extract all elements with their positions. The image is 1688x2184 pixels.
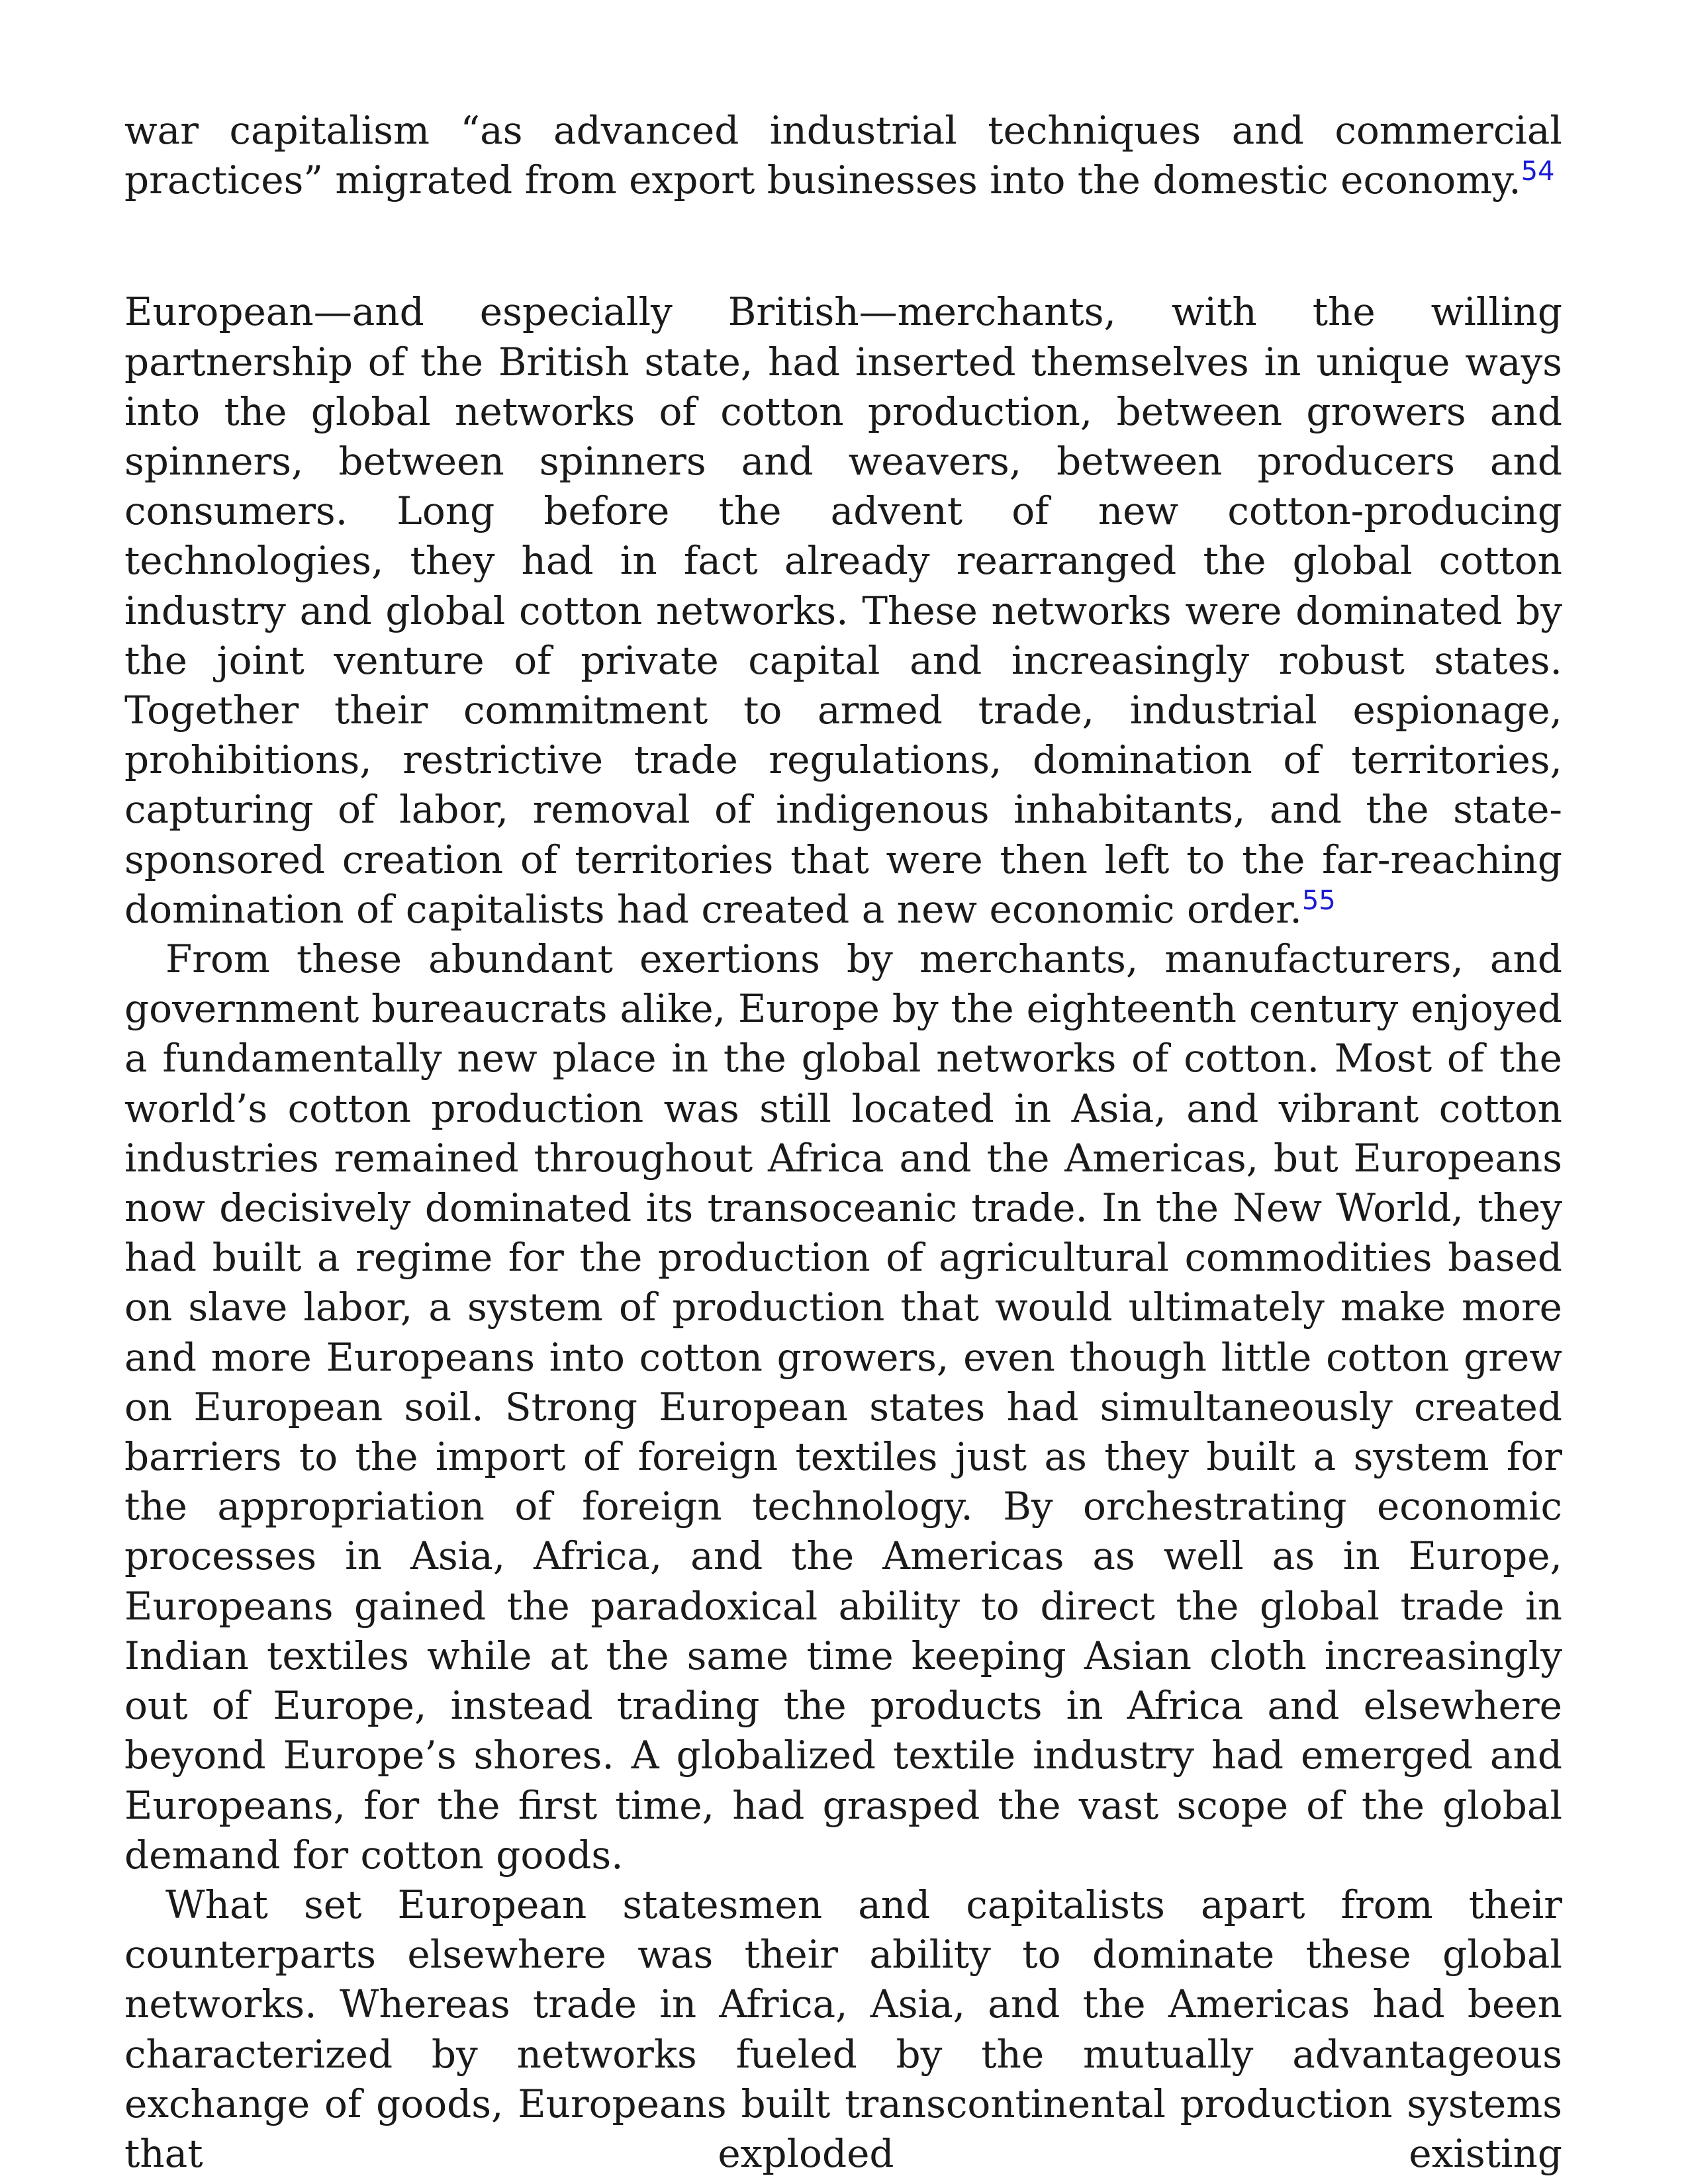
- footnote-ref-54[interactable]: 54: [1521, 156, 1555, 187]
- paragraph-2-text: European—and especially British—merchants, with the willing partnership of the British state, had inserted themselves in unique ways into the global networks of cotton production, between growers and spinners, between spinners and weavers, between producers and consumers. Long before the advent of new cotton-producing technologies, they had in fact already rearranged the global cotton industry and global cotton networks. These networks were dominated by the joint venture of private capital and increasingly robust states. Together their commitment to armed trade, industrial espionage, prohibitions, restrictive trade regulations, domination of territories, capturing of labor, removal of indigenous inhabitants, and the state-sponsored creation of territories that were then left to the far-reaching domination of capitalists had created a new economic order.: [124, 289, 1562, 932]
- page-text: [124, 106, 1562, 2179]
- paragraph-1-text: war capitalism “as advanced industrial techniques and commercial practices” migrated from export businesses into the domestic economy.: [124, 108, 1562, 203]
- paragraph-3: [124, 934, 1562, 1880]
- footnote-ref-55[interactable]: 55: [1301, 885, 1336, 916]
- paragraph-4: [124, 1880, 1562, 2179]
- paragraph-1: [124, 106, 1562, 205]
- paragraph-4-text: What set European statesmen and capitalists apart from their counterparts elsewhere was their ability to dominate these global networks. Whereas trade in Africa, Asia, and the Americas had been characterized by networks fueled by the mutually advantageous exchange of goods, Europeans built transcontinental production systems that exploded existing: [124, 1882, 1562, 2176]
- paragraph-2: [124, 287, 1562, 934]
- paragraph-3-text: From these abundant exertions by merchants, manufacturers, and government bureaucrats alike, Europe by the eighteenth century enjoyed a fundamentally new place in the global networks of cotton. Most of the world’s cotton production was still located in Asia, and vibrant cotton industries remained throughout Africa and the Americas, but Europeans now decisively dominated its transoceanic trade. In the New World, they had built a regime for the production of agricultural commodities based on slave labor, a system of production that would ultimately make more and more Europeans into cotton growers, even though little cotton grew on European soil. Strong European states had simultaneously created barriers to the import of foreign textiles just as they built a system for the appropriation of foreign technology. By orchestrating economic processes in Asia, Africa, and the Americas as well as in Europe, Europeans gained the paradoxical ability to direct the global trade in Indian textiles while at the same time keeping Asian cloth increasingly out of Europe, instead trading the products in Africa and elsewhere beyond Europe’s shores. A globalized textile industry had emerged and Europeans, for the first time, had grasped the vast scope of the global demand for cotton goods.: [124, 936, 1562, 1878]
